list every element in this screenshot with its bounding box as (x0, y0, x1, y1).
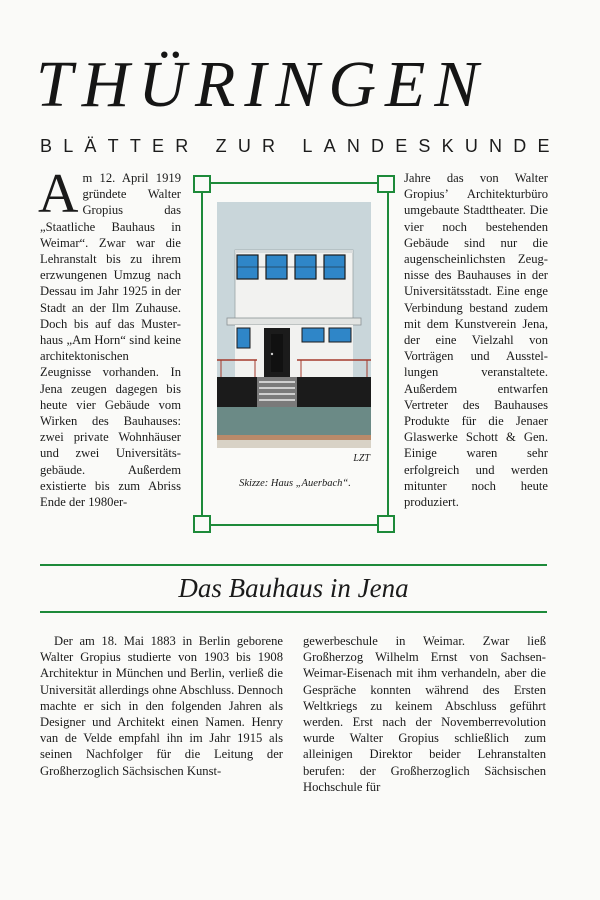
section-column-left: Der am 18. Mai 1883 in Berlin geborene Walter Gropius studierte von 1903 bis 1908 Architektur in München und Berlin, verließ die Universität allerdings ohne Abschluss. Dennoch machte er sich in den folgenden Jahren als Designer und Architekt einen Namen. Henry van de Velde empfahl ihn im Jahr 1915 als seinen Nachfolger für die Leitung der Großherzoglich Sächsischen Kunst- (40, 634, 283, 778)
house-auerbach-sketch (217, 202, 371, 448)
frame-corner-top-left (193, 175, 211, 193)
article-text-left: m 12. April 1919 gründete Walter Gropius das „Staatliche Bauhaus in Weimar“. Zwar war die Lehranstalt bis zu ihrem erzwungenen Umzug nach Dessau im Jahr 1925 in der Stadt an der Ilm Zuhause. Doch bis auf das Musterhaus „Am Horn“ sind keine architektonischen Zeugnisse vorhanden. In Jena zeugen dagegen bis heute vier Gebäude vom Wirken des Bauhauses: zwei private Wohnhäuser und zwei Universitätsgebäude. Außerdem existierte bis zum Abriss Ende der 1980er- (40, 171, 181, 510)
drop-cap: A (38, 163, 79, 225)
frame-corner-bottom-left (193, 515, 211, 533)
masthead-subtitle: BLÄTTER ZUR LANDESKUNDE (40, 136, 561, 156)
section-rule-top (40, 564, 547, 566)
frame-corner-bottom-right (377, 515, 395, 533)
section-rule-bottom (40, 611, 547, 613)
frame-corner-top-right (377, 175, 395, 193)
article-column-left (38, 163, 181, 510)
section-column-right: gewerbeschule in Weimar. Zwar ließ Großherzog Wilhelm Ernst von Sachsen-Weimar-Eisenach mit ihm verhandeln, aber die Gespräche konnten während des Ersten Weltkriegs zu keinem Abschluss geführt werden. Erst nach der Novemberrevolution wurde Walter Gropius schließlich zum alleinigen Direktor beider Lehranstalten berufen: der Großherzoglich Sächsischen Hochschule für (303, 634, 546, 794)
article-column-right: Jahre das von Walter Gropius’ Architekturbüro umgebaute Stadttheater. Die vier noch bestehenden Gebäude sind nur die augenscheinlichsten Zeugnisse des Bauhauses in der Universitätsstadt. Eine enge Verbindung bestand zudem mit dem Kunstverein Jena, der eine Vielzahl von Vorträgen und Ausstellungen veranstaltete. Außerdem entwarfen Vertreter des Bauhauses Produkte für die Jenaer Glaswerke Schott & Gen. Einige waren sehr erfolgreich und werden mitunter noch heute produziert. (404, 171, 548, 510)
section-heading: Das Bauhaus in Jena (178, 573, 409, 603)
figure-caption: Skizze: Haus „Auerbach“. (239, 478, 351, 489)
figure-credit: LZT (353, 453, 370, 464)
masthead-title: THÜRINGEN (36, 48, 488, 121)
